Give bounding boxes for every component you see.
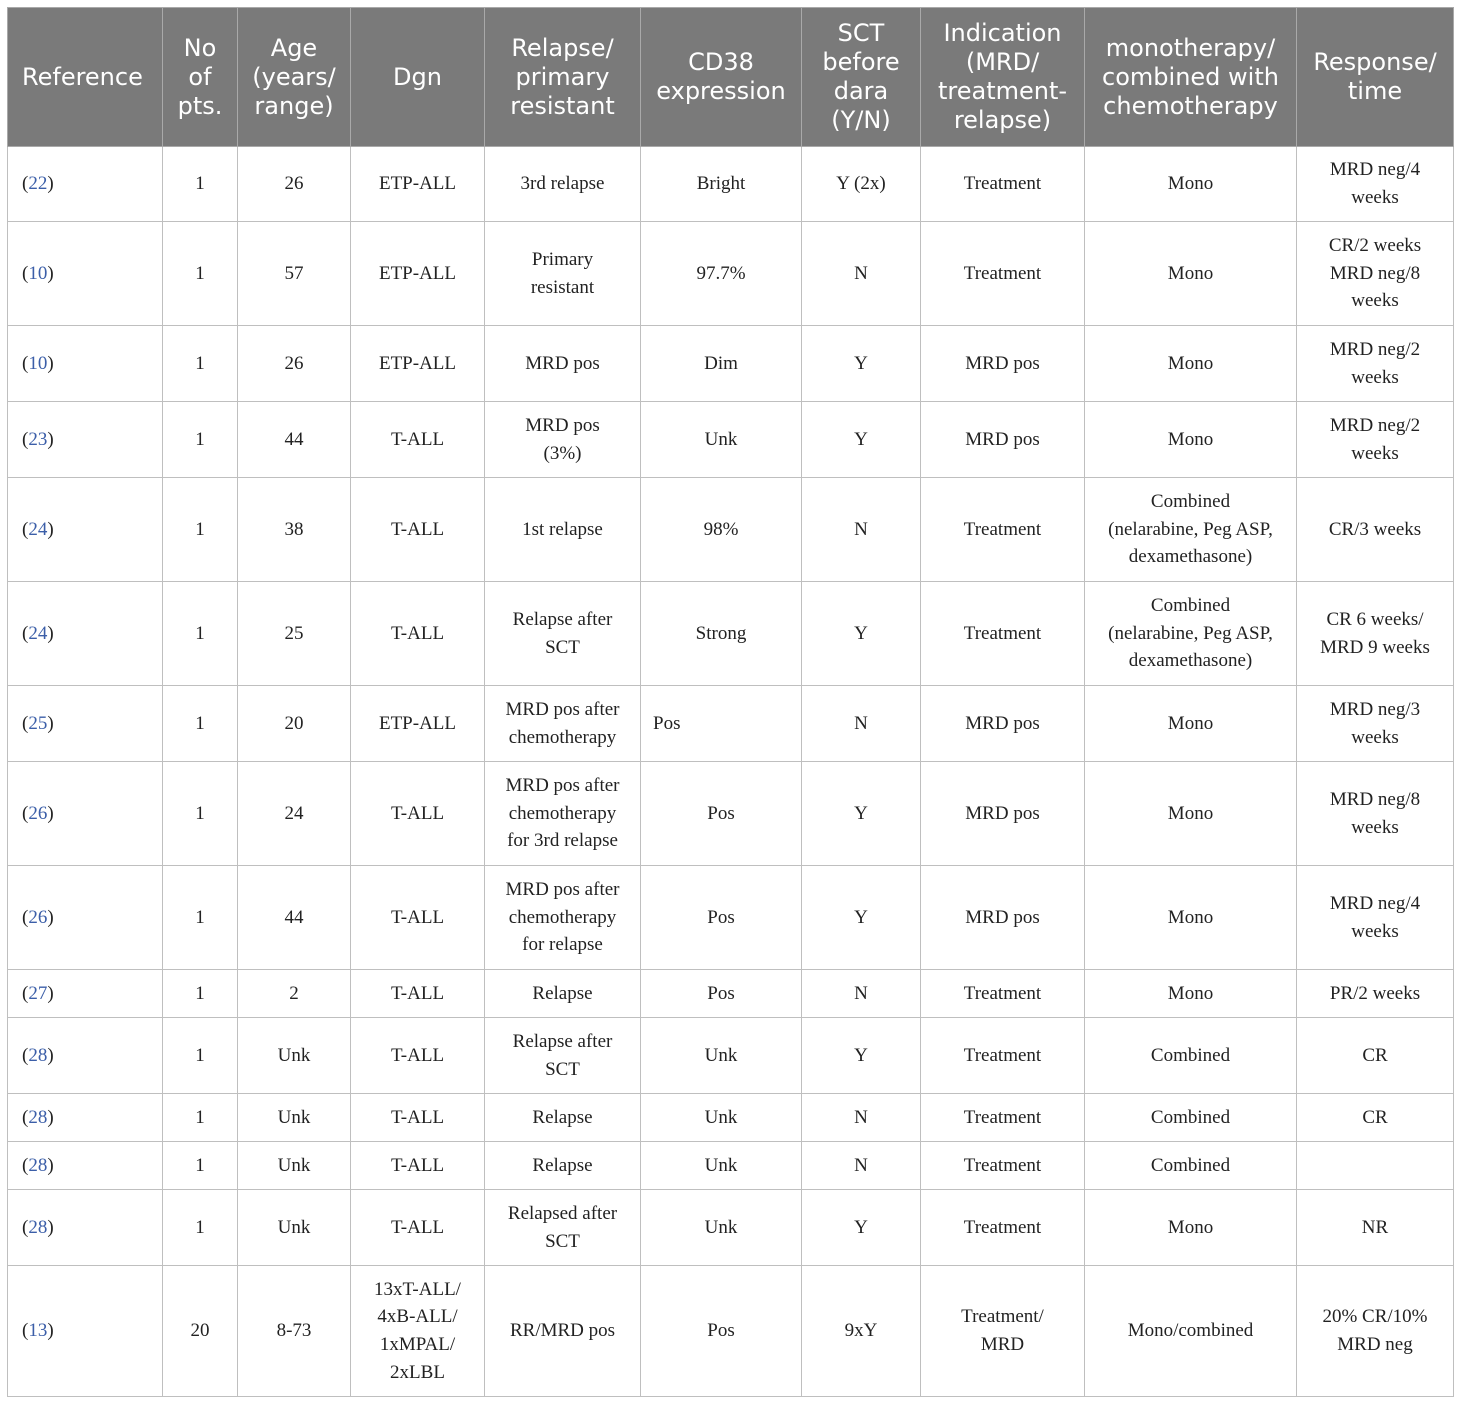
cell-pts: 1 — [163, 1142, 238, 1190]
cell-relapse: Relapse — [485, 1142, 641, 1190]
cell-response: MRD neg/2 weeks — [1297, 326, 1454, 402]
cell-indication: Treatment — [921, 1094, 1085, 1142]
header-relapse: Relapse/ primary resistant — [485, 8, 641, 147]
cell-relapse: MRD pos after chemotherapy for 3rd relapse — [485, 762, 641, 866]
cell-pts: 20 — [163, 1266, 238, 1397]
cell-pts: 1 — [163, 478, 238, 582]
cell-indication: Treatment — [921, 478, 1085, 582]
header-indication: Indication (MRD/ treatment- relapse) — [921, 8, 1085, 147]
cell-age: 26 — [238, 326, 351, 402]
cell-relapse: RR/MRD pos — [485, 1266, 641, 1397]
header-therapy: monotherapy/ combined with chemotherapy — [1085, 8, 1297, 147]
cell-cd38: Unk — [641, 1142, 802, 1190]
cell-pts: 1 — [163, 582, 238, 686]
table-row — [8, 866, 1454, 970]
cell-relapse: MRD pos after chemotherapy for relapse — [485, 866, 641, 970]
table-row — [8, 402, 1454, 478]
cell-response: MRD neg/4 weeks — [1297, 866, 1454, 970]
cell-indication: MRD pos — [921, 402, 1085, 478]
cell-reference: (27) — [8, 970, 163, 1018]
reference-link[interactable]: 28 — [28, 1044, 48, 1066]
cell-cd38: Unk — [641, 1094, 802, 1142]
cell-reference: (10) — [8, 326, 163, 402]
cell-sct: Y — [802, 866, 921, 970]
cell-dgn: T-ALL — [351, 1142, 485, 1190]
cell-pts: 1 — [163, 326, 238, 402]
table-row — [8, 1018, 1454, 1094]
cell-pts: 1 — [163, 866, 238, 970]
cell-age: Unk — [238, 1018, 351, 1094]
cell-cd38: Dim — [641, 326, 802, 402]
reference-link[interactable]: 24 — [28, 518, 48, 540]
cell-age: 20 — [238, 686, 351, 762]
cell-reference: (28) — [8, 1018, 163, 1094]
cell-reference: (22) — [8, 147, 163, 222]
reference-link[interactable]: 28 — [28, 1154, 48, 1176]
cell-cd38: 98% — [641, 478, 802, 582]
cell-pts: 1 — [163, 222, 238, 326]
cell-sct: N — [802, 222, 921, 326]
cell-response: CR 6 weeks/ MRD 9 weeks — [1297, 582, 1454, 686]
table-row — [8, 762, 1454, 866]
cell-pts: 1 — [163, 147, 238, 222]
header-no-of-pts: No of pts. — [163, 8, 238, 147]
table-row — [8, 478, 1454, 582]
cell-dgn: T-ALL — [351, 582, 485, 686]
cell-relapse: Relapse — [485, 970, 641, 1018]
cell-response: CR/3 weeks — [1297, 478, 1454, 582]
cell-response: CR — [1297, 1018, 1454, 1094]
cell-cd38: Pos — [641, 866, 802, 970]
cell-reference: (23) — [8, 402, 163, 478]
cell-pts: 1 — [163, 762, 238, 866]
header-response: Response/ time — [1297, 8, 1454, 147]
cell-indication: MRD pos — [921, 866, 1085, 970]
cell-relapse: Primary resistant — [485, 222, 641, 326]
reference-link[interactable]: 28 — [28, 1216, 48, 1238]
cell-pts: 1 — [163, 686, 238, 762]
cell-pts: 1 — [163, 1094, 238, 1142]
cell-sct: Y — [802, 582, 921, 686]
cell-reference: (26) — [8, 762, 163, 866]
cell-reference: (28) — [8, 1190, 163, 1266]
cell-dgn: T-ALL — [351, 1094, 485, 1142]
reference-link[interactable]: 28 — [28, 1106, 48, 1128]
cell-relapse: Relapse — [485, 1094, 641, 1142]
cell-relapse: MRD pos after chemotherapy — [485, 686, 641, 762]
cell-age: 38 — [238, 478, 351, 582]
cell-age: 8-73 — [238, 1266, 351, 1397]
reference-link[interactable]: 26 — [28, 906, 48, 928]
cell-indication: MRD pos — [921, 686, 1085, 762]
table-row — [8, 222, 1454, 326]
cell-reference: (10) — [8, 222, 163, 326]
cell-sct: N — [802, 1142, 921, 1190]
cell-response — [1297, 1142, 1454, 1190]
cell-relapse: Relapse after SCT — [485, 1018, 641, 1094]
reference-link[interactable]: 27 — [28, 982, 48, 1004]
cell-therapy: Mono — [1085, 147, 1297, 222]
cell-sct: 9xY — [802, 1266, 921, 1397]
cell-therapy: Combined — [1085, 1018, 1297, 1094]
cell-indication: Treatment — [921, 970, 1085, 1018]
cell-indication: Treatment — [921, 582, 1085, 686]
cell-response: MRD neg/8 weeks — [1297, 762, 1454, 866]
cell-age: Unk — [238, 1094, 351, 1142]
cell-dgn: ETP-ALL — [351, 222, 485, 326]
cell-dgn: T-ALL — [351, 478, 485, 582]
reference-link[interactable]: 25 — [28, 712, 48, 734]
cell-cd38: Strong — [641, 582, 802, 686]
cell-dgn: T-ALL — [351, 1190, 485, 1266]
cell-indication: Treatment/ MRD — [921, 1266, 1085, 1397]
cell-therapy: Mono — [1085, 970, 1297, 1018]
cell-cd38: Bright — [641, 147, 802, 222]
cell-therapy: Mono — [1085, 222, 1297, 326]
cell-therapy: Combined (nelarabine, Peg ASP, dexamethasone) — [1085, 478, 1297, 582]
cell-response: NR — [1297, 1190, 1454, 1266]
cell-reference: (28) — [8, 1094, 163, 1142]
header-sct: SCT before dara (Y/N) — [802, 8, 921, 147]
cell-therapy: Mono/combined — [1085, 1266, 1297, 1397]
cell-indication: Treatment — [921, 1018, 1085, 1094]
cell-response: MRD neg/2 weeks — [1297, 402, 1454, 478]
cell-therapy: Mono — [1085, 686, 1297, 762]
cell-dgn: T-ALL — [351, 402, 485, 478]
cell-cd38: Pos — [641, 686, 802, 762]
reference-link[interactable]: 23 — [28, 428, 48, 450]
cell-sct: Y — [802, 762, 921, 866]
cell-age: 25 — [238, 582, 351, 686]
table-row — [8, 582, 1454, 686]
reference-link[interactable]: 10 — [28, 352, 48, 374]
cell-age: 26 — [238, 147, 351, 222]
table-row — [8, 1094, 1454, 1142]
reference-link[interactable]: 26 — [28, 802, 48, 824]
reference-link[interactable]: 10 — [28, 262, 48, 284]
cell-pts: 1 — [163, 402, 238, 478]
cell-reference: (24) — [8, 478, 163, 582]
cell-age: 44 — [238, 402, 351, 478]
cell-therapy: Mono — [1085, 866, 1297, 970]
table-row — [8, 1190, 1454, 1266]
cell-dgn: T-ALL — [351, 866, 485, 970]
cell-dgn: T-ALL — [351, 970, 485, 1018]
cell-indication: Treatment — [921, 222, 1085, 326]
cell-relapse: MRD pos — [485, 326, 641, 402]
cell-sct: N — [802, 686, 921, 762]
cell-therapy: Combined (nelarabine, Peg ASP, dexamethasone) — [1085, 582, 1297, 686]
table-row — [8, 147, 1454, 222]
cell-therapy: Mono — [1085, 326, 1297, 402]
cell-sct: N — [802, 1094, 921, 1142]
cell-age: 57 — [238, 222, 351, 326]
cell-indication: Treatment — [921, 1142, 1085, 1190]
cell-pts: 1 — [163, 970, 238, 1018]
cell-cd38: Unk — [641, 1018, 802, 1094]
cell-cd38: Unk — [641, 402, 802, 478]
cell-response: MRD neg/4 weeks — [1297, 147, 1454, 222]
cell-sct: Y (2x) — [802, 147, 921, 222]
table-row — [8, 686, 1454, 762]
cell-dgn: ETP-ALL — [351, 326, 485, 402]
cell-dgn: 13xT-ALL/ 4xB-ALL/ 1xMPAL/ 2xLBL — [351, 1266, 485, 1397]
cell-response: MRD neg/3 weeks — [1297, 686, 1454, 762]
cell-age: 24 — [238, 762, 351, 866]
cell-age: 2 — [238, 970, 351, 1018]
table-row — [8, 970, 1454, 1018]
cell-response: CR/2 weeks MRD neg/8 weeks — [1297, 222, 1454, 326]
cell-cd38: Pos — [641, 762, 802, 866]
table-row — [8, 1266, 1454, 1397]
cell-sct: Y — [802, 402, 921, 478]
cell-cd38: Unk — [641, 1190, 802, 1266]
cell-pts: 1 — [163, 1190, 238, 1266]
header-age: Age (years/ range) — [238, 8, 351, 147]
cell-response: 20% CR/10% MRD neg — [1297, 1266, 1454, 1397]
cell-therapy: Combined — [1085, 1094, 1297, 1142]
cell-age: Unk — [238, 1190, 351, 1266]
cell-sct: N — [802, 970, 921, 1018]
cell-therapy: Combined — [1085, 1142, 1297, 1190]
cell-therapy: Mono — [1085, 762, 1297, 866]
cell-indication: Treatment — [921, 1190, 1085, 1266]
cell-cd38: Pos — [641, 970, 802, 1018]
cell-relapse: Relapse after SCT — [485, 582, 641, 686]
cell-dgn: T-ALL — [351, 1018, 485, 1094]
cell-reference: (25) — [8, 686, 163, 762]
cell-dgn: T-ALL — [351, 762, 485, 866]
cell-sct: N — [802, 478, 921, 582]
reference-link[interactable]: 13 — [28, 1320, 48, 1342]
cell-relapse: 1st relapse — [485, 478, 641, 582]
cell-reference: (13) — [8, 1266, 163, 1397]
cell-therapy: Mono — [1085, 402, 1297, 478]
header-dgn: Dgn — [351, 8, 485, 147]
cell-relapse: MRD pos (3%) — [485, 402, 641, 478]
header-reference: Reference — [8, 8, 163, 147]
table-header — [8, 8, 1454, 147]
cell-response: CR — [1297, 1094, 1454, 1142]
reference-link[interactable]: 24 — [28, 622, 48, 644]
cell-age: 44 — [238, 866, 351, 970]
cell-pts: 1 — [163, 1018, 238, 1094]
cell-dgn: ETP-ALL — [351, 686, 485, 762]
header-cd38: CD38 expression — [641, 8, 802, 147]
cell-reference: (28) — [8, 1142, 163, 1190]
cell-relapse: Relapsed after SCT — [485, 1190, 641, 1266]
cell-cd38: 97.7% — [641, 222, 802, 326]
reference-link[interactable]: 22 — [28, 173, 48, 195]
cell-indication: Treatment — [921, 147, 1085, 222]
cell-sct: Y — [802, 1190, 921, 1266]
cell-dgn: ETP-ALL — [351, 147, 485, 222]
cell-relapse: 3rd relapse — [485, 147, 641, 222]
cell-indication: MRD pos — [921, 326, 1085, 402]
cell-cd38: Pos — [641, 1266, 802, 1397]
table-row — [8, 326, 1454, 402]
cell-age: Unk — [238, 1142, 351, 1190]
cell-reference: (26) — [8, 866, 163, 970]
cell-sct: Y — [802, 326, 921, 402]
table-row — [8, 1142, 1454, 1190]
cell-sct: Y — [802, 1018, 921, 1094]
cell-reference: (24) — [8, 582, 163, 686]
data-table — [7, 7, 1454, 1397]
table-body — [8, 147, 1454, 1397]
cell-therapy: Mono — [1085, 1190, 1297, 1266]
cell-indication: MRD pos — [921, 762, 1085, 866]
cell-response: PR/2 weeks — [1297, 970, 1454, 1018]
